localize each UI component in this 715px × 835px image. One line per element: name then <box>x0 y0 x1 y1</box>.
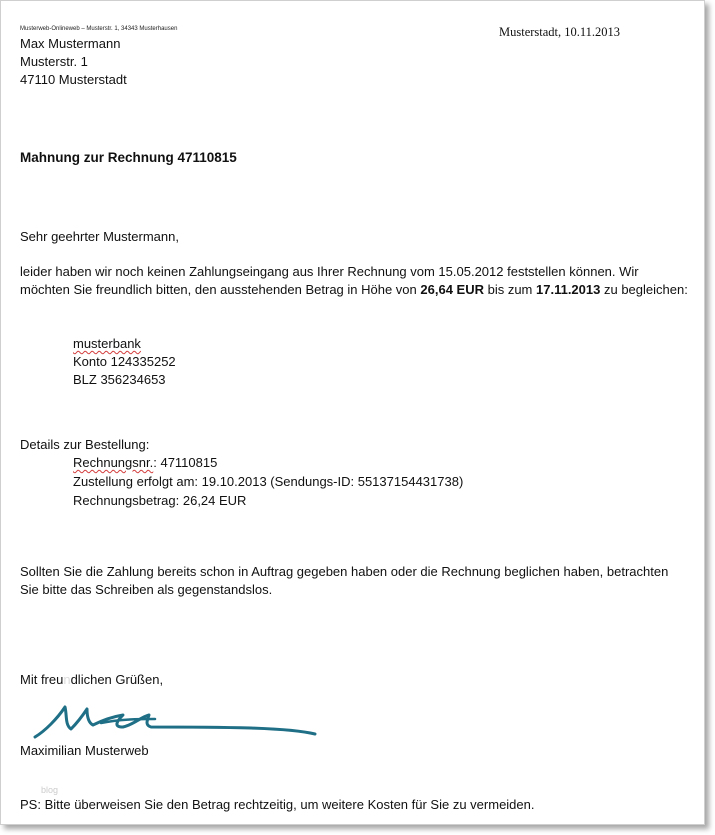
recipient-name: Max Mustermann <box>20 36 121 51</box>
bank-name <box>73 335 141 353</box>
greeting-gap: n <box>63 672 71 687</box>
closing-paragraph: Sollten Sie die Zahlung bereits schon in Auftrag gegeben haben oder die Rechnung beglichen haben, betrachten Sie bitte das Schreiben als gegenstandslos. <box>20 564 669 597</box>
invoice-number-label: Rechnungsnr. <box>73 455 154 470</box>
watermark-text: blog <box>41 785 59 795</box>
postscript: PS: Bitte überweisen Sie den Betrag rechtzeitig, um weitere Kosten für Sie zu vermeiden. <box>20 797 535 812</box>
greeting-part: Mit freu <box>20 672 64 687</box>
bank-account: Konto 124335252 <box>73 354 176 369</box>
recipient-street: Musterstr. 1 <box>20 54 88 69</box>
recipient-city: 47110 Musterstadt <box>20 72 127 87</box>
payment-request-paragraph <box>20 263 690 299</box>
salutation: Sehr geehrter Mustermann, <box>20 229 179 244</box>
order-details-heading: Details zur Bestellung: <box>20 437 150 452</box>
subject-line: Mahnung zur Rechnung 47110815 <box>20 150 237 165</box>
sender-address-line: Musterweb-Onlineweb – Musterstr. 1, 34343 Musterhausen <box>20 26 178 32</box>
greeting-part: dlichen Grüßen, <box>70 672 164 687</box>
handwritten-signature <box>31 701 331 747</box>
due-date: 17.11.2013 <box>536 282 601 297</box>
bank-code: BLZ 356234653 <box>73 372 166 387</box>
invoice-amount: Rechnungsbetrag: 26,24 EUR <box>73 493 247 508</box>
closing-greeting <box>20 671 163 689</box>
signatory-name: Maximilian Musterweb <box>20 743 149 758</box>
outstanding-amount: 26,64 EUR <box>420 282 484 297</box>
delivery-info: Zustellung erfolgt am: 19.10.2013 (Sendungs-ID: 55137154431738) <box>73 474 464 489</box>
bank-name-text: musterbank <box>73 336 141 351</box>
paragraph-text: zu begleichen: <box>600 282 688 297</box>
letter-date: Musterstadt, 10.11.2013 <box>499 25 621 39</box>
paragraph-text: leider haben wir noch keinen Zahlungseingang aus Ihrer Rechnung vom 15.05.2012 feststellen können. Wir möchten Sie freundlich bitten, den ausstehenden Betrag in Höhe von <box>20 264 639 297</box>
paragraph-text: bis zum <box>483 282 536 297</box>
invoice-number-value: : 47110815 <box>153 455 218 470</box>
invoice-number <box>73 454 217 472</box>
